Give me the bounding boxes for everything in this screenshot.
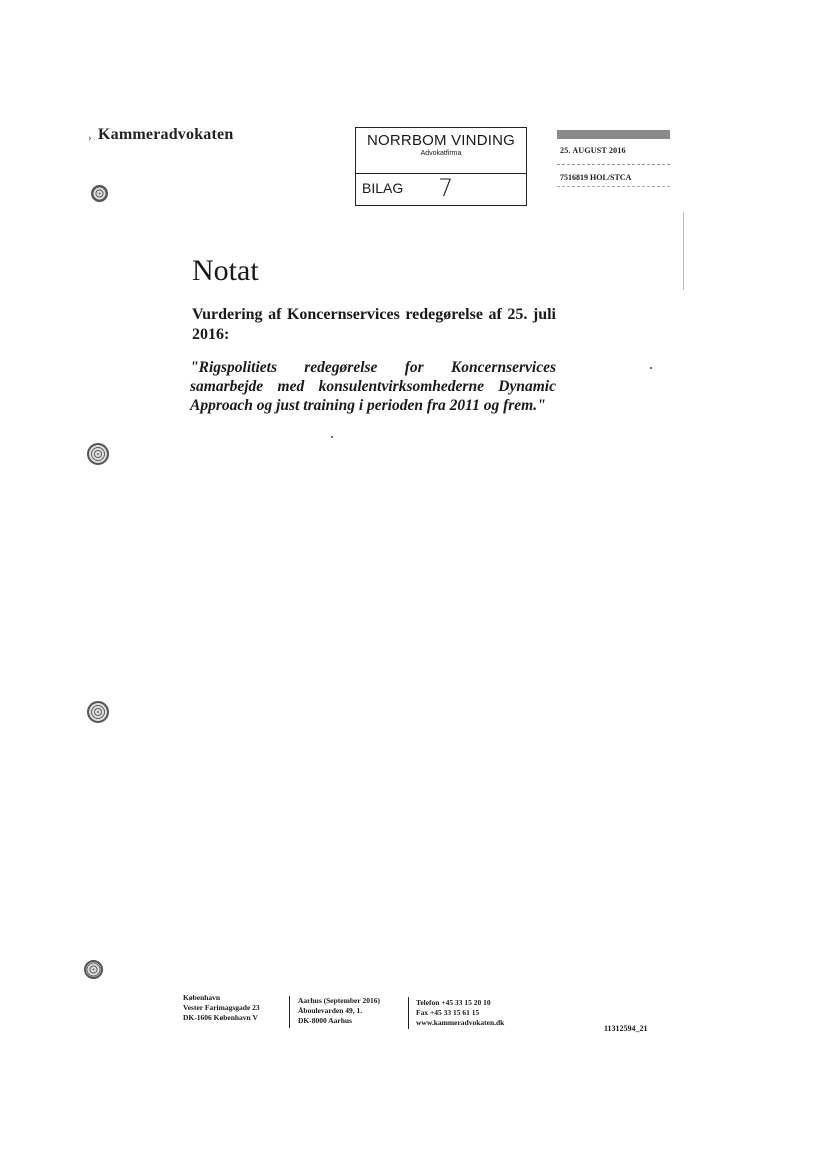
seal-icon — [91, 185, 108, 202]
stamp-bilag-row — [356, 174, 526, 206]
footer-separator — [408, 997, 409, 1029]
footer-line: DK-8000 Aarhus — [298, 1016, 352, 1025]
stamp-firm-subtitle: Advokatfirma — [420, 150, 462, 157]
document-date: 25. AUGUST 2016 — [560, 146, 626, 155]
scan-dot — [650, 367, 652, 369]
seal-icon — [87, 443, 109, 465]
stamp-bilag-label: BILAG — [362, 180, 404, 196]
footer-fax: Fax +45 33 15 61 15 — [416, 1008, 480, 1017]
footer-line: Aarhus (September 2016) — [298, 996, 380, 1005]
footer-line: Åboulevarden 49, 1. — [298, 1006, 363, 1015]
seal-icon — [84, 960, 103, 979]
document-number: 11312594_21 — [604, 1024, 648, 1033]
document-subject: Vurdering af Koncernservices redegørelse af 25. juli 2016: — [192, 306, 556, 343]
divider-dashed — [557, 164, 670, 165]
document-quote: "Rigspolitiets redegørelse for Koncernservices samarbejde med konsulentvirksomhederne Dynamic Approach og just training i perioden fra 2011 og frem." — [190, 359, 556, 414]
footer-contact — [416, 998, 504, 1028]
footer-line: DK-1606 København V — [183, 1013, 258, 1022]
footer-copenhagen-address — [183, 993, 260, 1023]
divider-dashed — [557, 186, 670, 187]
seal-icon — [87, 701, 109, 723]
footer-line: København — [183, 993, 221, 1002]
document-title: Notat — [192, 254, 259, 287]
bilag-stamp — [355, 127, 527, 206]
kammeradvokaten-logo: Kammeradvokaten — [98, 126, 234, 143]
document-reference: 7516819 HOL/STCA — [560, 173, 632, 182]
logo-mark: › — [88, 132, 92, 144]
scan-artifact-line — [683, 212, 684, 290]
footer-website-link[interactable]: www.kammeradvokaten.dk — [416, 1018, 505, 1027]
stamp-header — [356, 128, 526, 174]
footer-aarhus-address — [298, 996, 380, 1026]
footer-phone: Telefon +45 33 15 20 10 — [416, 998, 491, 1007]
stamp-bilag-number: 7 — [438, 174, 454, 202]
scan-dot — [331, 436, 333, 438]
stamp-firm-name: NORRBOM VINDING — [366, 132, 515, 149]
footer-line: Vester Farimagsgade 23 — [183, 1003, 260, 1012]
footer-separator — [289, 996, 290, 1028]
redaction-bar — [557, 130, 670, 139]
